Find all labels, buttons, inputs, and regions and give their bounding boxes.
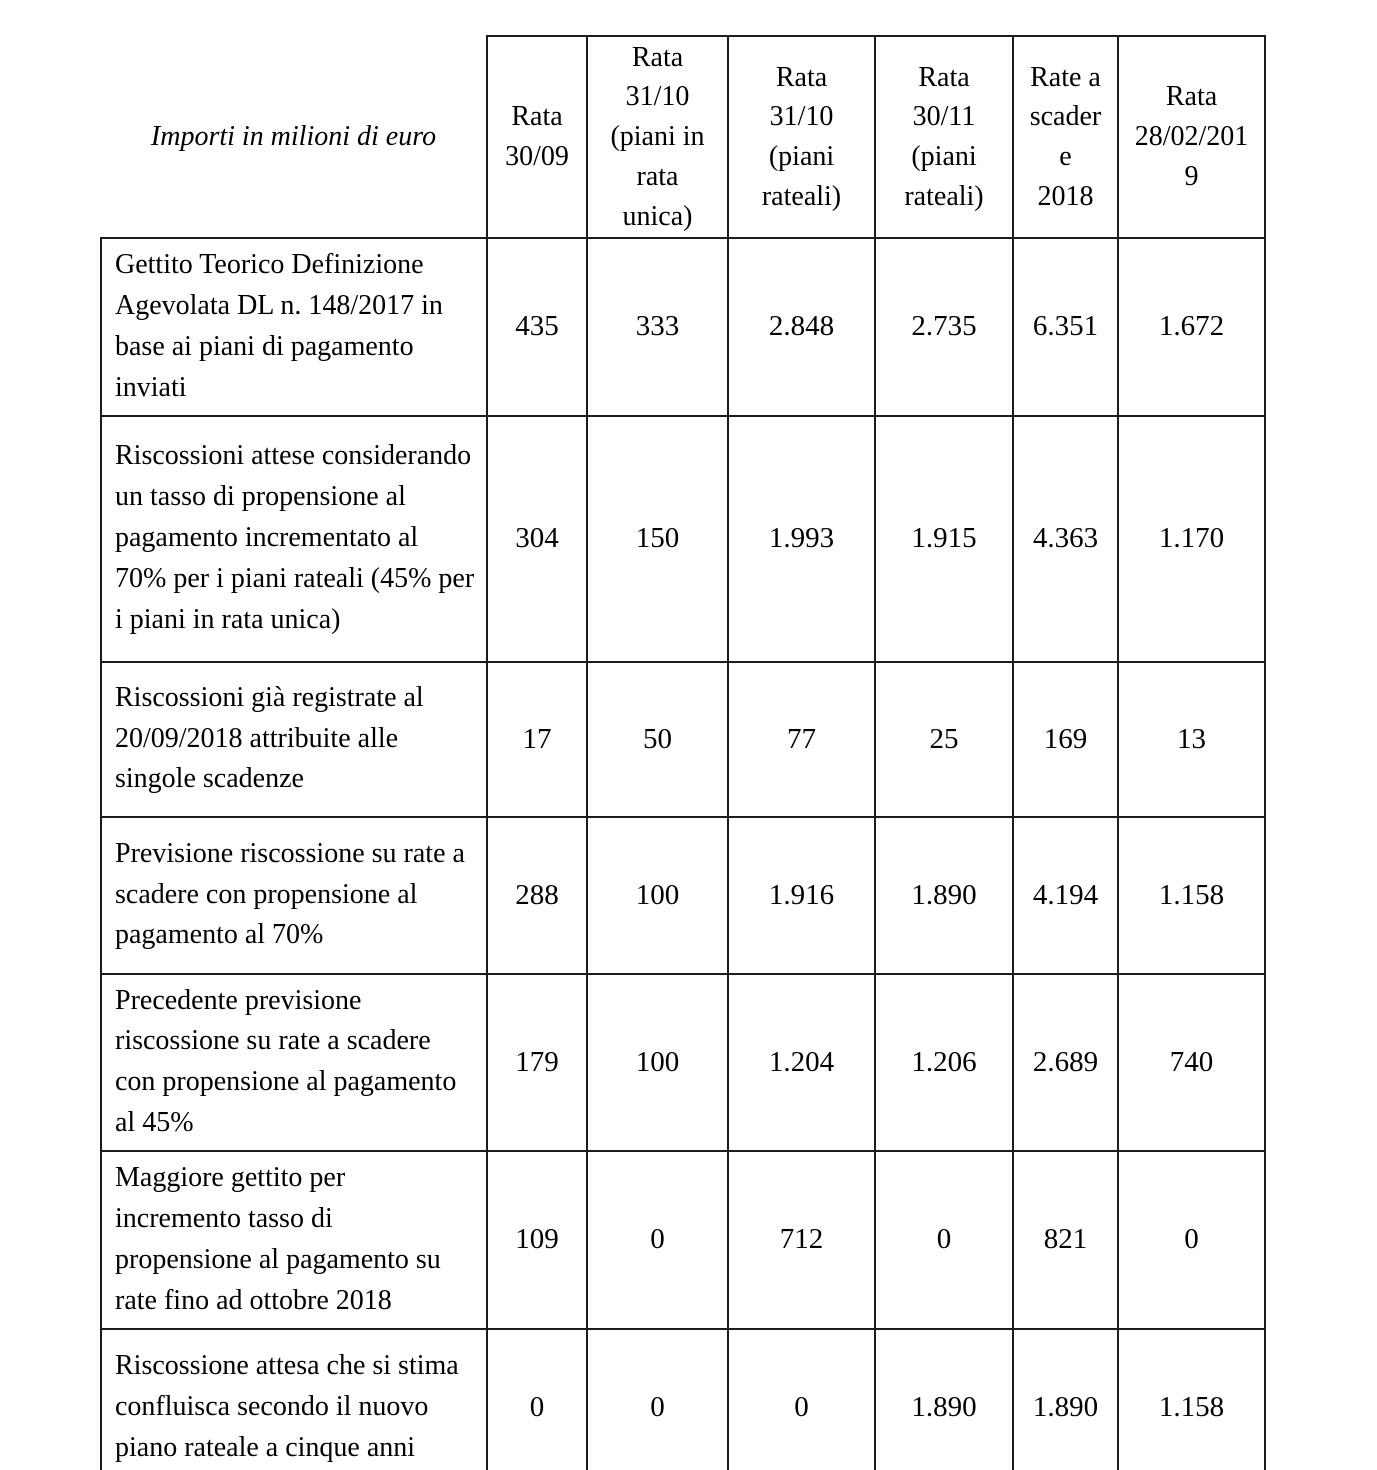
cell-value: 0 [1118, 1151, 1265, 1329]
cell-value: 1.170 [1118, 416, 1265, 662]
cell-value: 1.890 [875, 817, 1013, 974]
table-row [101, 662, 1265, 817]
cell-value: 0 [487, 1329, 587, 1470]
cell-value: 1.158 [1118, 817, 1265, 974]
column-header-5: Rate a scadere 2018 [1013, 36, 1118, 238]
row-label: Riscossione attesa che si stima confluisca secondo il nuovo piano rateale a cinque anni [101, 1329, 487, 1470]
cell-value: 304 [487, 416, 587, 662]
cell-value: 0 [875, 1151, 1013, 1329]
cell-value: 4.194 [1013, 817, 1118, 974]
cell-value: 2.848 [728, 238, 875, 416]
row-label: Maggiore gettito per incremento tasso di propensione al pagamento su rate fino ad ottobre 2018 [101, 1151, 487, 1329]
cell-value: 17 [487, 662, 587, 817]
importi-table [100, 35, 1266, 1470]
cell-value: 435 [487, 238, 587, 416]
cell-value: 77 [728, 662, 875, 817]
cell-value: 1.890 [875, 1329, 1013, 1470]
cell-value: 1.206 [875, 974, 1013, 1152]
cell-value: 1.993 [728, 416, 875, 662]
cell-value: 1.204 [728, 974, 875, 1152]
cell-value: 100 [587, 817, 728, 974]
cell-value: 13 [1118, 662, 1265, 817]
table-row [101, 1329, 1265, 1470]
cell-value: 150 [587, 416, 728, 662]
row-label: Riscossioni attese considerando un tasso di propensione al pagamento incrementato al 70% per i piani rateali (45% per i piani in rata unica) [101, 416, 487, 662]
column-header-6: Rata 28/02/2019 [1118, 36, 1265, 238]
column-header-3: Rata 31/10 (piani rateali) [728, 36, 875, 238]
cell-value: 2.735 [875, 238, 1013, 416]
table-row [101, 238, 1265, 416]
cell-value: 4.363 [1013, 416, 1118, 662]
cell-value: 1.890 [1013, 1329, 1118, 1470]
cell-value: 25 [875, 662, 1013, 817]
table-row [101, 1151, 1265, 1329]
cell-value: 1.915 [875, 416, 1013, 662]
cell-value: 1.916 [728, 817, 875, 974]
cell-value: 100 [587, 974, 728, 1152]
cell-value: 740 [1118, 974, 1265, 1152]
cell-value: 0 [587, 1151, 728, 1329]
row-label: Precedente previsione riscossione su rate a scadere con propensione al pagamento al 45% [101, 974, 487, 1152]
column-header-2: Rata 31/10 (piani in rata unica) [587, 36, 728, 238]
row-label: Riscossioni già registrate al 20/09/2018 attribuite alle singole scadenze [101, 662, 487, 817]
cell-value: 821 [1013, 1151, 1118, 1329]
row-label: Gettito Teorico Definizione Agevolata DL n. 148/2017 in base ai piani di pagamento inviati [101, 238, 487, 416]
cell-value: 179 [487, 974, 587, 1152]
column-header-1: Rata 30/09 [487, 36, 587, 238]
cell-value: 6.351 [1013, 238, 1118, 416]
table-row [101, 416, 1265, 662]
cell-value: 333 [587, 238, 728, 416]
cell-value: 1.672 [1118, 238, 1265, 416]
cell-value: 0 [587, 1329, 728, 1470]
cell-value: 288 [487, 817, 587, 974]
table-corner-label: Importi in milioni di euro [150, 120, 437, 152]
cell-value: 1.158 [1118, 1329, 1265, 1470]
cell-value: 50 [587, 662, 728, 817]
column-header-4: Rata 30/11 (piani rateali) [875, 36, 1013, 238]
cell-value: 2.689 [1013, 974, 1118, 1152]
table-row [101, 817, 1265, 974]
cell-value: 169 [1013, 662, 1118, 817]
header-row [101, 36, 1265, 238]
cell-value: 109 [487, 1151, 587, 1329]
table-row [101, 974, 1265, 1152]
cell-value: 0 [728, 1329, 875, 1470]
cell-value: 712 [728, 1151, 875, 1329]
row-label: Previsione riscossione su rate a scadere con propensione al pagamento al 70% [101, 817, 487, 974]
